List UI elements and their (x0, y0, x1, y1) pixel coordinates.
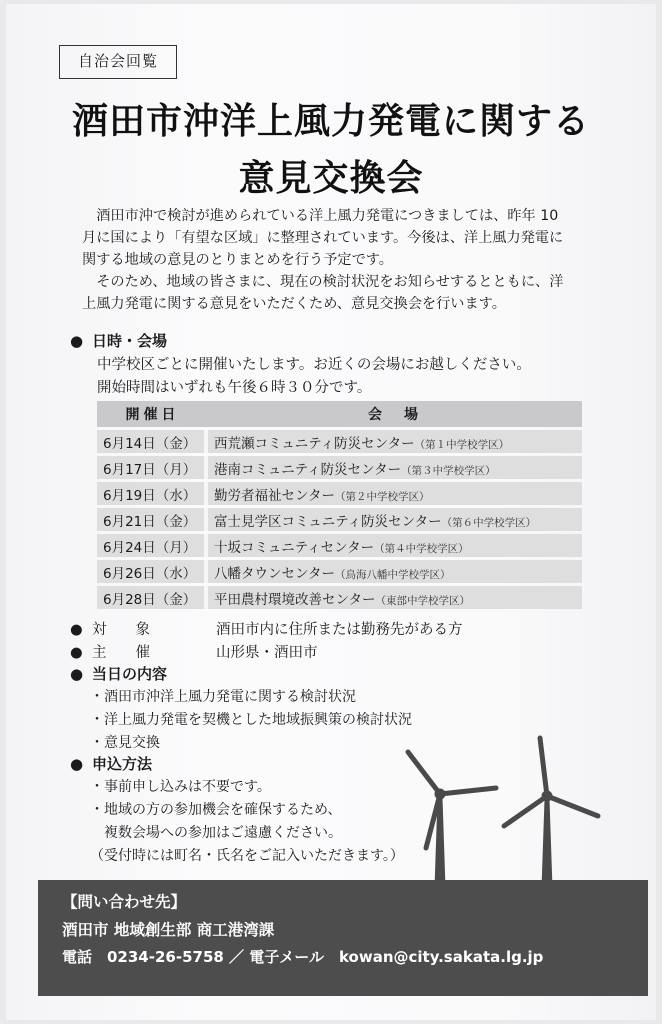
table-row (97, 586, 582, 609)
schedule-note-2: 開始時間はいずれも午後６時３０分です。 (97, 380, 372, 396)
contact-dept: 酒田市 地域創生部 商工港湾課 (62, 921, 275, 939)
turbine-blade (504, 796, 547, 826)
row-venue (208, 430, 582, 453)
row-venue (208, 534, 582, 557)
turbine-tower-right (542, 800, 552, 888)
venue-district: （第３中学校学区） (401, 464, 496, 477)
bullet-dot-icon: ● (70, 645, 83, 661)
col-date-header: 開催日 (97, 401, 208, 427)
content-list (90, 686, 412, 755)
bullet-dot-icon: ● (70, 755, 84, 773)
application-list (90, 776, 404, 868)
intro-text (82, 205, 572, 315)
bullet-dot-icon: ● (70, 332, 84, 350)
turbine-blade (547, 796, 598, 816)
venue-district: （第４中学校学区） (374, 542, 469, 555)
row-date: 6月21日（金） (97, 508, 208, 531)
bullet-dot-icon: ● (70, 622, 83, 638)
organizer-value: 山形県・酒田市 (216, 645, 318, 661)
schedule-heading-label: 日時・会場 (92, 332, 168, 350)
venue-name: 西荒瀬コミュニティ防災センター (214, 435, 415, 452)
list-item: ・酒田市沖洋上風力発電に関する検討状況 (90, 689, 356, 705)
content-heading (70, 663, 167, 684)
list-item: ・事前申し込みは不要です。 (90, 779, 271, 795)
table-row (97, 482, 582, 505)
contact-phone-email[interactable]: 電話 0234-26-5758 ／ 電子メール kowan@city.sakata.lg.jp (62, 948, 544, 966)
wind-turbine-icon (400, 730, 630, 890)
organizer-label: 主 催 (92, 645, 150, 661)
contact-heading: 【問い合わせ先】 (62, 893, 187, 911)
turbine-blade (408, 752, 440, 794)
venue-district: （第６中学校学区） (441, 516, 537, 529)
target-value: 酒田市内に住所または勤務先がある方 (216, 622, 463, 638)
venue-district: （鳥海八幡中学校学区） (334, 568, 451, 581)
venue-district: （第１中学校学区） (414, 438, 510, 451)
venue-name: 平田農村環境改善センター (214, 591, 376, 608)
list-item: ・地域の方の参加機会を確保するため、 (90, 802, 342, 818)
row-venue (208, 586, 582, 609)
row-date: 6月26日（水） (97, 560, 208, 583)
turbine-blade (440, 788, 496, 794)
row-venue (208, 508, 582, 531)
table-row (97, 508, 582, 531)
col-venue-header: 会 場 (208, 401, 582, 427)
bullet-dot-icon: ● (70, 665, 84, 683)
list-item: （受付時には町名・氏名をご記入いただきます。） (90, 848, 404, 864)
row-venue (208, 482, 582, 505)
venue-district: （東部中学校学区） (375, 594, 470, 607)
target-label: 対 象 (92, 622, 150, 638)
list-item: ・意見交換 (90, 735, 160, 751)
row-venue (208, 560, 582, 583)
list-item: ・洋上風力発電を契機とした地域振興策の検討状況 (90, 712, 412, 728)
venue-name: 勤労者福祉センター (214, 487, 335, 504)
venue-table (97, 398, 582, 612)
circulation-notice-tag: 自治会回覧 (59, 45, 177, 79)
target-row (70, 618, 463, 639)
title-line-1: 酒田市沖洋上風力発電に関する (71, 101, 590, 142)
schedule-heading (70, 330, 167, 351)
row-date: 6月14日（金） (97, 430, 208, 453)
contact-box (38, 880, 648, 996)
title-line-2: 意見交換会 (238, 158, 424, 199)
venue-district: （第２中学校学区） (334, 490, 430, 503)
venue-name: 八幡タウンセンター (214, 565, 335, 582)
turbine-blade (540, 738, 547, 796)
table-row (97, 560, 582, 583)
row-date: 6月19日（水） (97, 482, 208, 505)
table-row (97, 430, 582, 453)
application-heading (70, 753, 152, 774)
row-date: 6月28日（金） (97, 586, 208, 609)
intro-paragraph-1: 酒田市沖で検討が進められている洋上風力発電につきましては、昨年 10 月に国により「有望な区域」に整理されています。今後は、洋上風力発電に関する地域の意見のとりまとめを行う予定です。 (82, 208, 564, 268)
intro-paragraph-2: そのため、地域の皆さまに、現在の検討状況をお知らせするとともに、洋上風力発電に関する意見をいただくため、意見交換会を行います。 (82, 274, 564, 312)
row-date: 6月24日（月） (97, 534, 208, 557)
application-heading-label: 申込方法 (92, 755, 153, 773)
row-venue (208, 456, 582, 479)
venue-name: 十坂コミュニティセンター (214, 539, 375, 556)
schedule-note-1: 中学校区ごとに開催いたします。お近くの会場にお越しください。 (97, 357, 531, 373)
organizer-row (70, 641, 318, 662)
row-date: 6月17日（月） (97, 456, 208, 479)
venue-name: 富士見学区コミュニティ防災センター (214, 513, 442, 530)
table-row (97, 456, 582, 479)
table-row (97, 534, 582, 557)
list-item: 複数会場への参加はご遠慮ください。 (90, 825, 342, 841)
content-heading-label: 当日の内容 (92, 665, 168, 683)
venue-name: 港南コミュニティ防災センター (214, 461, 402, 478)
